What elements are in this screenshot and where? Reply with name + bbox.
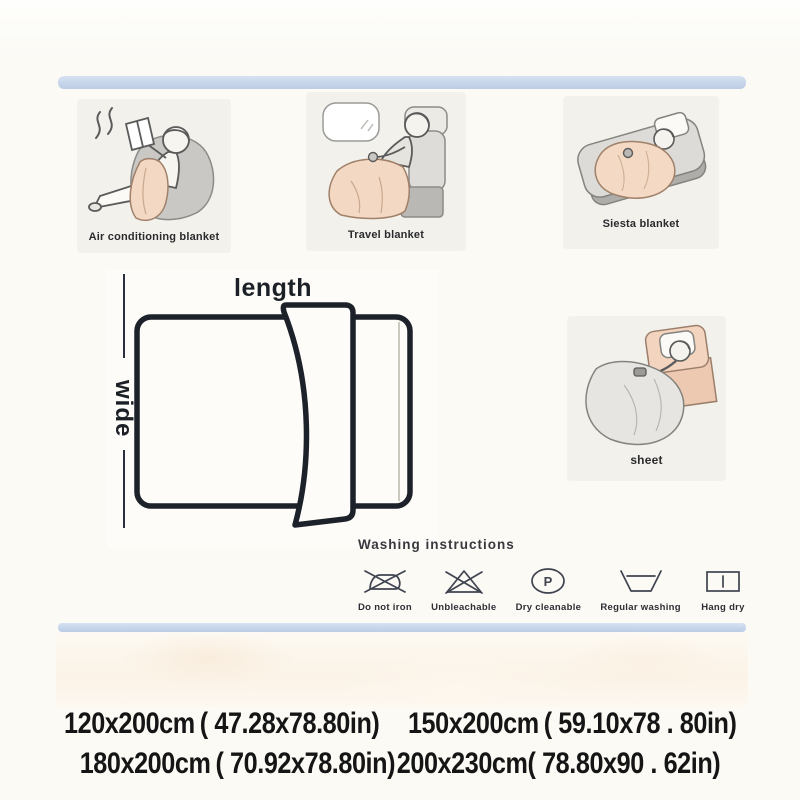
blanket-fold-flap: [283, 305, 353, 525]
washing-label: Do not iron: [358, 602, 412, 613]
dry-clean-icon: [525, 563, 571, 597]
dry-clean-letter: P: [544, 574, 553, 589]
hose-connector: [634, 368, 646, 376]
scene-travel-blanket: [307, 93, 465, 250]
washing-label: Hang dry: [701, 602, 745, 613]
foot: [89, 203, 101, 211]
washing-label: Unbleachable: [431, 602, 497, 613]
size-cm: 180x200cm: [79, 747, 211, 780]
wash-tub-icon: [618, 563, 664, 597]
hanger-bar-bottom: [58, 623, 746, 632]
size-inch: ( 47.28x78.80in): [199, 707, 380, 740]
size-line-1: [64, 704, 736, 744]
washing-item: [700, 563, 746, 613]
scene-label: Travel blanket: [347, 229, 425, 241]
no-iron-icon: [362, 563, 408, 597]
washing-item: [358, 563, 412, 613]
air-conditioning-blanket-illustration: [78, 100, 230, 230]
travel-blanket-illustration: [307, 93, 465, 228]
dimension-diagram: [107, 270, 439, 548]
size-inch: ( 78.80x90 . 62in): [527, 747, 721, 780]
sheet-illustration: [568, 317, 725, 462]
blanket-outline: [107, 270, 439, 548]
blanket: [329, 159, 409, 218]
washing-instructions: [358, 537, 746, 613]
hand: [369, 153, 378, 162]
scene-label: Air conditioning blanket: [88, 231, 220, 243]
length-label: length: [234, 274, 312, 302]
size-line-2: [64, 744, 736, 784]
steam-icon: [96, 108, 112, 138]
blanket-rect: [137, 317, 410, 506]
hanger-bar-top: [58, 76, 746, 89]
scene-sheet: [568, 317, 725, 480]
blanket-fabric-photo: [56, 633, 748, 707]
scene-label: sheet: [630, 453, 663, 467]
size-cm: 120x200cm: [64, 707, 195, 740]
airplane-window-icon: [323, 103, 379, 141]
washing-title: Washing instructions: [358, 537, 515, 552]
no-bleach-icon: [441, 563, 487, 597]
scene-air-conditioning-blanket: [78, 100, 230, 252]
siesta-blanket-illustration: [564, 97, 718, 225]
blanket: [595, 142, 675, 199]
hose-connector: [624, 149, 633, 158]
washing-item: [600, 563, 681, 613]
washing-icons-row: [358, 563, 746, 613]
size-inch: ( 59.10x78 . 80in): [543, 707, 737, 740]
scene-siesta-blanket: [564, 97, 718, 248]
hang-dry-icon: [700, 563, 746, 597]
size-inch: ( 70.92x78.80in): [215, 747, 396, 780]
size-cm-highlighted: 200x230cm: [396, 747, 528, 780]
washing-item: [431, 563, 496, 613]
wide-label: wide: [110, 380, 137, 438]
book-icon: [126, 118, 154, 150]
size-cm: 150x200cm: [407, 707, 539, 740]
size-options: [0, 704, 800, 784]
scene-label: Siesta blanket: [602, 218, 680, 230]
washing-label: Dry cleanable: [515, 602, 582, 613]
washing-item: [516, 563, 582, 613]
washing-label: Regular washing: [600, 602, 681, 613]
